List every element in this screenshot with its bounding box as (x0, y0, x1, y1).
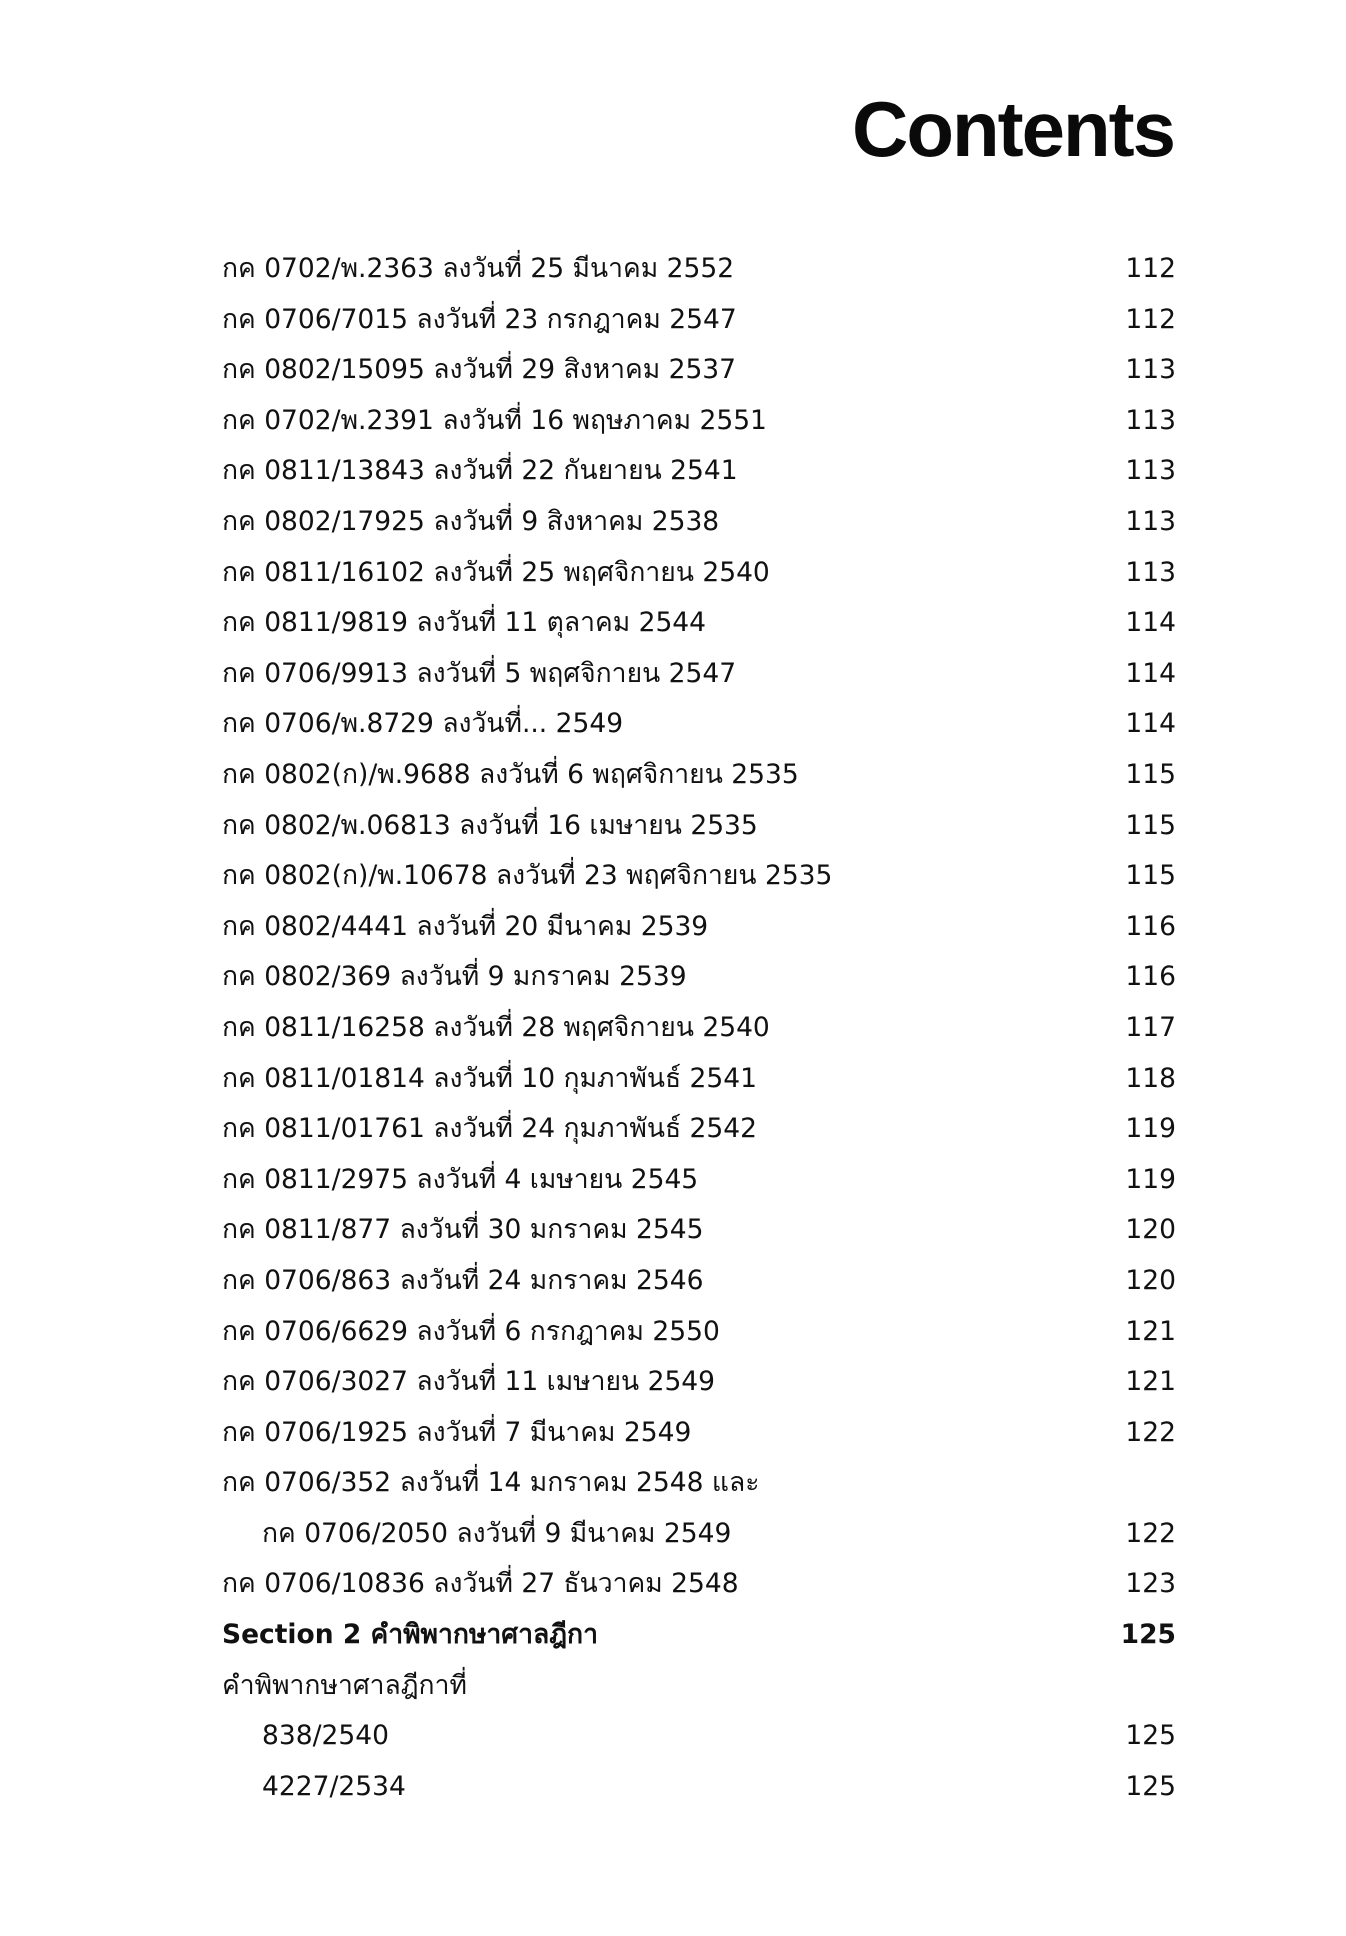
toc-entry-text: กค 0706/พ.8729 ลงวันที่... 2549 (222, 708, 624, 740)
toc-entry-text: กค 0811/16258 ลงวันที่ 28 พฤศจิกายน 2540 (222, 1011, 770, 1043)
toc-entry-text: กค 0802(ก)/พ.10678 ลงวันที่ 23 พฤศจิกายน 2535 (222, 860, 833, 892)
toc-page-number: 113 (1125, 354, 1176, 386)
toc-entry (222, 1357, 1176, 1408)
toc-page-number: 117 (1125, 1011, 1176, 1043)
toc-entry (222, 1458, 1176, 1509)
toc-entry (222, 295, 1176, 346)
toc-entry (222, 1509, 1176, 1560)
toc-page-number: 120 (1125, 1264, 1176, 1296)
toc-page-number: 121 (1125, 1315, 1176, 1347)
toc-entry (222, 548, 1176, 599)
toc-entry-text: กค 0811/2975 ลงวันที่ 4 เมษายน 2545 (222, 1163, 699, 1195)
toc-page-number: 122 (1125, 1517, 1176, 1549)
toc-page-number: 125 (1120, 1619, 1176, 1651)
toc-entry-text: กค 0802/4441 ลงวันที่ 20 มีนาคม 2539 (222, 910, 709, 942)
toc-entry (222, 1661, 1176, 1712)
toc-entry (222, 851, 1176, 902)
toc-entry (222, 1054, 1176, 1105)
toc-entry-text: กค 0706/9913 ลงวันที่ 5 พฤศจิกายน 2547 (222, 657, 737, 689)
toc-page-number: 114 (1125, 657, 1176, 689)
toc-page-number: 114 (1125, 607, 1176, 639)
toc-entry-text: กค 0702/พ.2363 ลงวันที่ 25 มีนาคม 2552 (222, 253, 735, 285)
toc-entry-text: กค 0706/6629 ลงวันที่ 6 กรกฎาคม 2550 (222, 1315, 720, 1347)
toc-page-number: 120 (1125, 1214, 1176, 1246)
toc-entry (222, 1155, 1176, 1206)
toc-entry-text: กค 0802/15095 ลงวันที่ 29 สิงหาคม 2537 (222, 354, 737, 386)
toc-entry-text: กค 0811/9819 ลงวันที่ 11 ตุลาคม 2544 (222, 607, 707, 639)
toc-entry (222, 1408, 1176, 1459)
toc-entry-text: กค 0802(ก)/พ.9688 ลงวันที่ 6 พฤศจิกายน 2535 (222, 758, 799, 790)
toc-entry (222, 1003, 1176, 1054)
toc-page-number: 115 (1125, 758, 1176, 790)
toc-entry-text: กค 0706/10836 ลงวันที่ 27 ธันวาคม 2548 (222, 1568, 739, 1600)
toc-page-number: 115 (1125, 809, 1176, 841)
toc-entry (222, 1205, 1176, 1256)
toc-entry-text: กค 0706/3027 ลงวันที่ 11 เมษายน 2549 (222, 1366, 716, 1398)
toc-page-number: 115 (1125, 860, 1176, 892)
toc-page-number: 113 (1125, 506, 1176, 538)
toc-entry (222, 1104, 1176, 1155)
toc-section-heading (222, 1610, 1176, 1661)
toc-entry-text: คำพิพากษาศาลฎีกาที่ (222, 1669, 467, 1701)
toc-entry (222, 1306, 1176, 1357)
toc-entry-text: กค 0702/พ.2391 ลงวันที่ 16 พฤษภาคม 2551 (222, 404, 767, 436)
toc-entry-text: กค 0706/7015 ลงวันที่ 23 กรกฎาคม 2547 (222, 303, 737, 335)
toc-page-number: 123 (1125, 1568, 1176, 1600)
toc-entry-text: กค 0811/16102 ลงวันที่ 25 พฤศจิกายน 2540 (222, 556, 770, 588)
page-title: Contents (852, 85, 1174, 173)
toc-entry (222, 1711, 1176, 1762)
toc-entry-text: 4227/2534 (262, 1770, 406, 1802)
table-of-contents (222, 244, 1176, 1812)
toc-entry (222, 1762, 1176, 1813)
toc-page-number: 118 (1125, 1062, 1176, 1094)
toc-page-number: 116 (1125, 910, 1176, 942)
toc-entry (222, 345, 1176, 396)
toc-page-number: 125 (1125, 1720, 1176, 1752)
toc-page-number: 112 (1125, 303, 1176, 335)
toc-page-number: 125 (1125, 1770, 1176, 1802)
toc-entry (222, 801, 1176, 852)
toc-page-number: 116 (1125, 961, 1176, 993)
toc-entry (222, 750, 1176, 801)
toc-page-number: 122 (1125, 1416, 1176, 1448)
toc-page-number: 113 (1125, 404, 1176, 436)
toc-entry (222, 1256, 1176, 1307)
toc-entry (222, 952, 1176, 1003)
toc-entry (222, 396, 1176, 447)
toc-entry (222, 598, 1176, 649)
toc-page-number: 119 (1125, 1113, 1176, 1145)
toc-page-number: 119 (1125, 1163, 1176, 1195)
toc-entry-text: Section 2 คำพิพากษาศาลฎีกา (222, 1619, 598, 1651)
toc-entry-text: กค 0811/13843 ลงวันที่ 22 กันยายน 2541 (222, 455, 738, 487)
toc-entry (222, 699, 1176, 750)
toc-page-number: 114 (1125, 708, 1176, 740)
toc-entry (222, 497, 1176, 548)
toc-page-number: 113 (1125, 455, 1176, 487)
toc-page-number: 112 (1125, 253, 1176, 285)
toc-entry-text: กค 0802/369 ลงวันที่ 9 มกราคม 2539 (222, 961, 687, 993)
toc-entry (222, 244, 1176, 295)
toc-entry-text: กค 0802/พ.06813 ลงวันที่ 16 เมษายน 2535 (222, 809, 758, 841)
toc-entry (222, 446, 1176, 497)
toc-entry-text: กค 0706/2050 ลงวันที่ 9 มีนาคม 2549 (262, 1517, 732, 1549)
toc-entry-text: กค 0706/352 ลงวันที่ 14 มกราคม 2548 และ (222, 1467, 760, 1499)
toc-entry-text: 838/2540 (262, 1720, 389, 1752)
toc-entry (222, 1559, 1176, 1610)
toc-entry-text: กค 0811/877 ลงวันที่ 30 มกราคม 2545 (222, 1214, 704, 1246)
toc-entry-text: กค 0811/01761 ลงวันที่ 24 กุมภาพันธ์ 2542 (222, 1113, 757, 1145)
toc-entry-text: กค 0706/863 ลงวันที่ 24 มกราคม 2546 (222, 1264, 704, 1296)
toc-page-number: 113 (1125, 556, 1176, 588)
toc-entry-text: กค 0802/17925 ลงวันที่ 9 สิงหาคม 2538 (222, 506, 720, 538)
toc-page-number: 121 (1125, 1366, 1176, 1398)
toc-entry-text: กค 0706/1925 ลงวันที่ 7 มีนาคม 2549 (222, 1416, 692, 1448)
toc-entry (222, 902, 1176, 953)
toc-entry (222, 649, 1176, 700)
toc-entry-text: กค 0811/01814 ลงวันที่ 10 กุมภาพันธ์ 2541 (222, 1062, 757, 1094)
